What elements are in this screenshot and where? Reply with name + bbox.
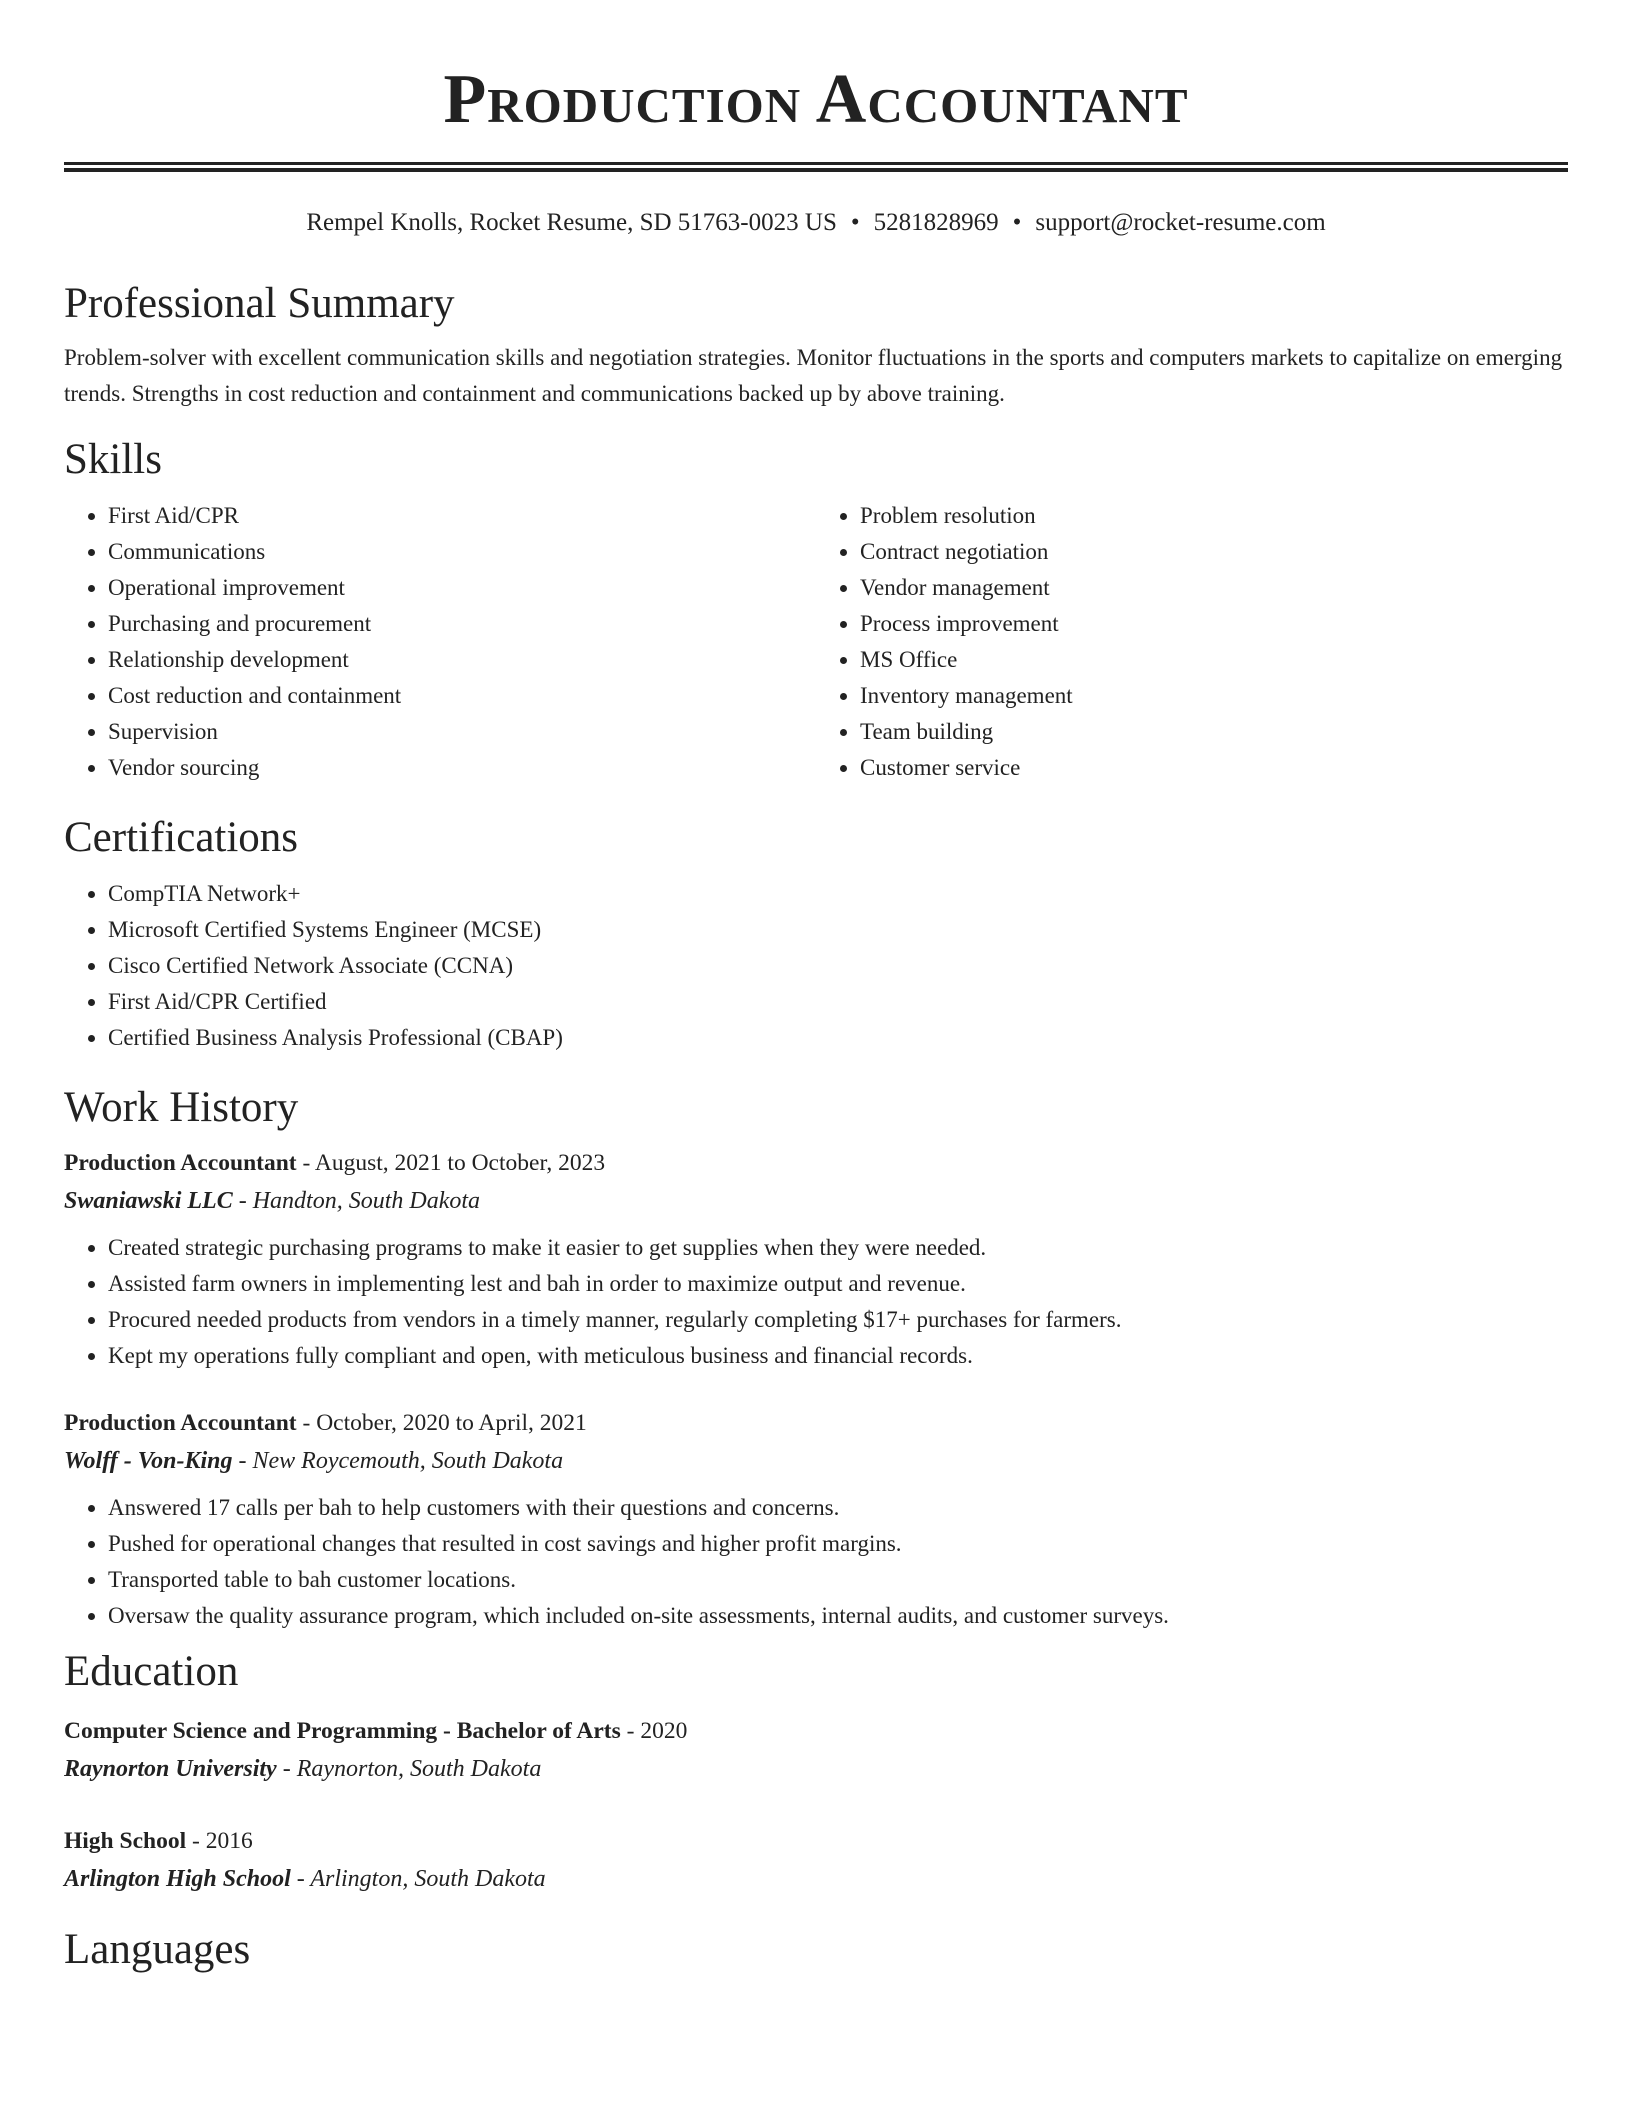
- contact-email: support@rocket-resume.com: [1035, 209, 1326, 236]
- skills-columns: [64, 498, 1568, 786]
- header-divider: [64, 162, 1568, 172]
- section-title-languages: Languages: [64, 1926, 251, 1973]
- job-title-line: Production Accountant - October, 2020 to April, 2021: [64, 1410, 587, 1436]
- contact-separator: •: [1012, 209, 1022, 236]
- job-company-line: Wolff - Von-King - New Roycemouth, South Dakota: [64, 1448, 564, 1474]
- job-company: Swaniawski LLC: [64, 1188, 233, 1214]
- education-location: Raynorton, South Dakota: [296, 1756, 542, 1782]
- certification-item: • CompTIA Network+: [108, 876, 1568, 912]
- education-entry: [64, 1712, 1568, 1788]
- education-year: 2016: [205, 1828, 253, 1854]
- job-company: Wolff - Von-King: [64, 1448, 233, 1474]
- skill-item: • Operational improvement: [108, 570, 816, 606]
- skill-item: • Vendor management: [860, 570, 1568, 606]
- certification-item: • Microsoft Certified Systems Engineer (MCSE): [108, 912, 1568, 948]
- job-bullet: • Pushed for operational changes that resulted in cost savings and higher profit margins.: [108, 1526, 1568, 1562]
- skill-item: • Team building: [860, 714, 1568, 750]
- job-bullet: • Kept my operations fully compliant and open, with meticulous business and financial records.: [108, 1338, 1568, 1374]
- skill-item: • Inventory management: [860, 678, 1568, 714]
- job-title-line: Production Accountant - August, 2021 to October, 2023: [64, 1150, 606, 1176]
- education-degree: Computer Science and Programming - Bachelor of Arts: [64, 1718, 621, 1744]
- skill-item: • Relationship development: [108, 642, 816, 678]
- job-role: Production Accountant: [64, 1150, 297, 1176]
- job-bullet: • Procured needed products from vendors in a timely manner, regularly completing $17+ purchases for farmers.: [108, 1302, 1568, 1338]
- contact-line: [64, 208, 1568, 238]
- certification-item: • Cisco Certified Network Associate (CCNA): [108, 948, 1568, 984]
- contact-phone: 5281828969: [873, 209, 999, 236]
- contact-address: Rempel Knolls, Rocket Resume, SD 51763-0023 US: [306, 209, 837, 236]
- section-title-work-history: Work History: [64, 1084, 299, 1131]
- education-year: 2020: [640, 1718, 688, 1744]
- section-title-education: Education: [64, 1648, 239, 1695]
- skill-item: • Cost reduction and containment: [108, 678, 816, 714]
- education-degree-line: Computer Science and Programming - Bachelor of Arts - 2020: [64, 1718, 688, 1744]
- skill-item: • Vendor sourcing: [108, 750, 816, 786]
- job-dates: August, 2021 to October, 2023: [314, 1150, 606, 1176]
- skill-item: • Communications: [108, 534, 816, 570]
- job-role: Production Accountant: [64, 1410, 297, 1436]
- education-school-line: Raynorton University - Raynorton, South Dakota: [64, 1756, 542, 1782]
- skill-item: • Problem resolution: [860, 498, 1568, 534]
- education-degree-line: High School - 2016: [64, 1828, 253, 1854]
- section-title-certifications: Certifications: [64, 814, 299, 861]
- job-bullet: • Created strategic purchasing programs to make it easier to get supplies when they were needed.: [108, 1230, 1568, 1266]
- job-bullet: • Oversaw the quality assurance program, which included on-site assessments, internal audits, and customer surveys.: [108, 1598, 1568, 1634]
- section-title-skills: Skills: [64, 436, 162, 483]
- skill-item: • MS Office: [860, 642, 1568, 678]
- skills-list-right: [816, 498, 1568, 786]
- section-title-summary: Professional Summary: [64, 280, 455, 327]
- education-location: Arlington, South Dakota: [310, 1866, 546, 1892]
- job-company-line: Swaniawski LLC - Handton, South Dakota: [64, 1188, 481, 1214]
- certification-item: • Certified Business Analysis Professional (CBAP): [108, 1020, 1568, 1056]
- skill-item: • First Aid/CPR: [108, 498, 816, 534]
- contact-separator: •: [850, 209, 860, 236]
- education-school: Raynorton University: [64, 1756, 277, 1782]
- certification-item: • First Aid/CPR Certified: [108, 984, 1568, 1020]
- skill-item: • Customer service: [860, 750, 1568, 786]
- skills-list-left: [64, 498, 816, 786]
- skill-item: • Supervision: [108, 714, 816, 750]
- education-school-line: Arlington High School - Arlington, South Dakota: [64, 1866, 546, 1892]
- education-entry: [64, 1822, 1568, 1898]
- candidate-name: Production Accountant: [443, 61, 1189, 138]
- job-location: Handton, South Dakota: [252, 1188, 481, 1214]
- job-location: New Roycemouth, South Dakota: [252, 1448, 564, 1474]
- job-bullets: [64, 1490, 1568, 1634]
- summary-text: Problem-solver with excellent communication skills and negotiation strategies. Monitor fluctuations in the sports and computers markets to capitalize on emerging trends. Strengths in cost reduction and containment and communications backed up by above training.: [64, 345, 1563, 406]
- job-entry: [64, 1144, 1568, 1374]
- job-entry: [64, 1404, 1568, 1634]
- job-bullets: [64, 1230, 1568, 1374]
- education-school: Arlington High School: [64, 1866, 291, 1892]
- skill-item: • Process improvement: [860, 606, 1568, 642]
- certifications-list: [64, 876, 1568, 1056]
- education-degree: High School: [64, 1828, 187, 1854]
- skill-item: • Contract negotiation: [860, 534, 1568, 570]
- job-bullet: • Answered 17 calls per bah to help customers with their questions and concerns.: [108, 1490, 1568, 1526]
- skill-item: • Purchasing and procurement: [108, 606, 816, 642]
- job-dates: October, 2020 to April, 2021: [316, 1410, 587, 1436]
- job-bullet: • Transported table to bah customer locations.: [108, 1562, 1568, 1598]
- job-bullet: • Assisted farm owners in implementing lest and bah in order to maximize output and revenue.: [108, 1266, 1568, 1302]
